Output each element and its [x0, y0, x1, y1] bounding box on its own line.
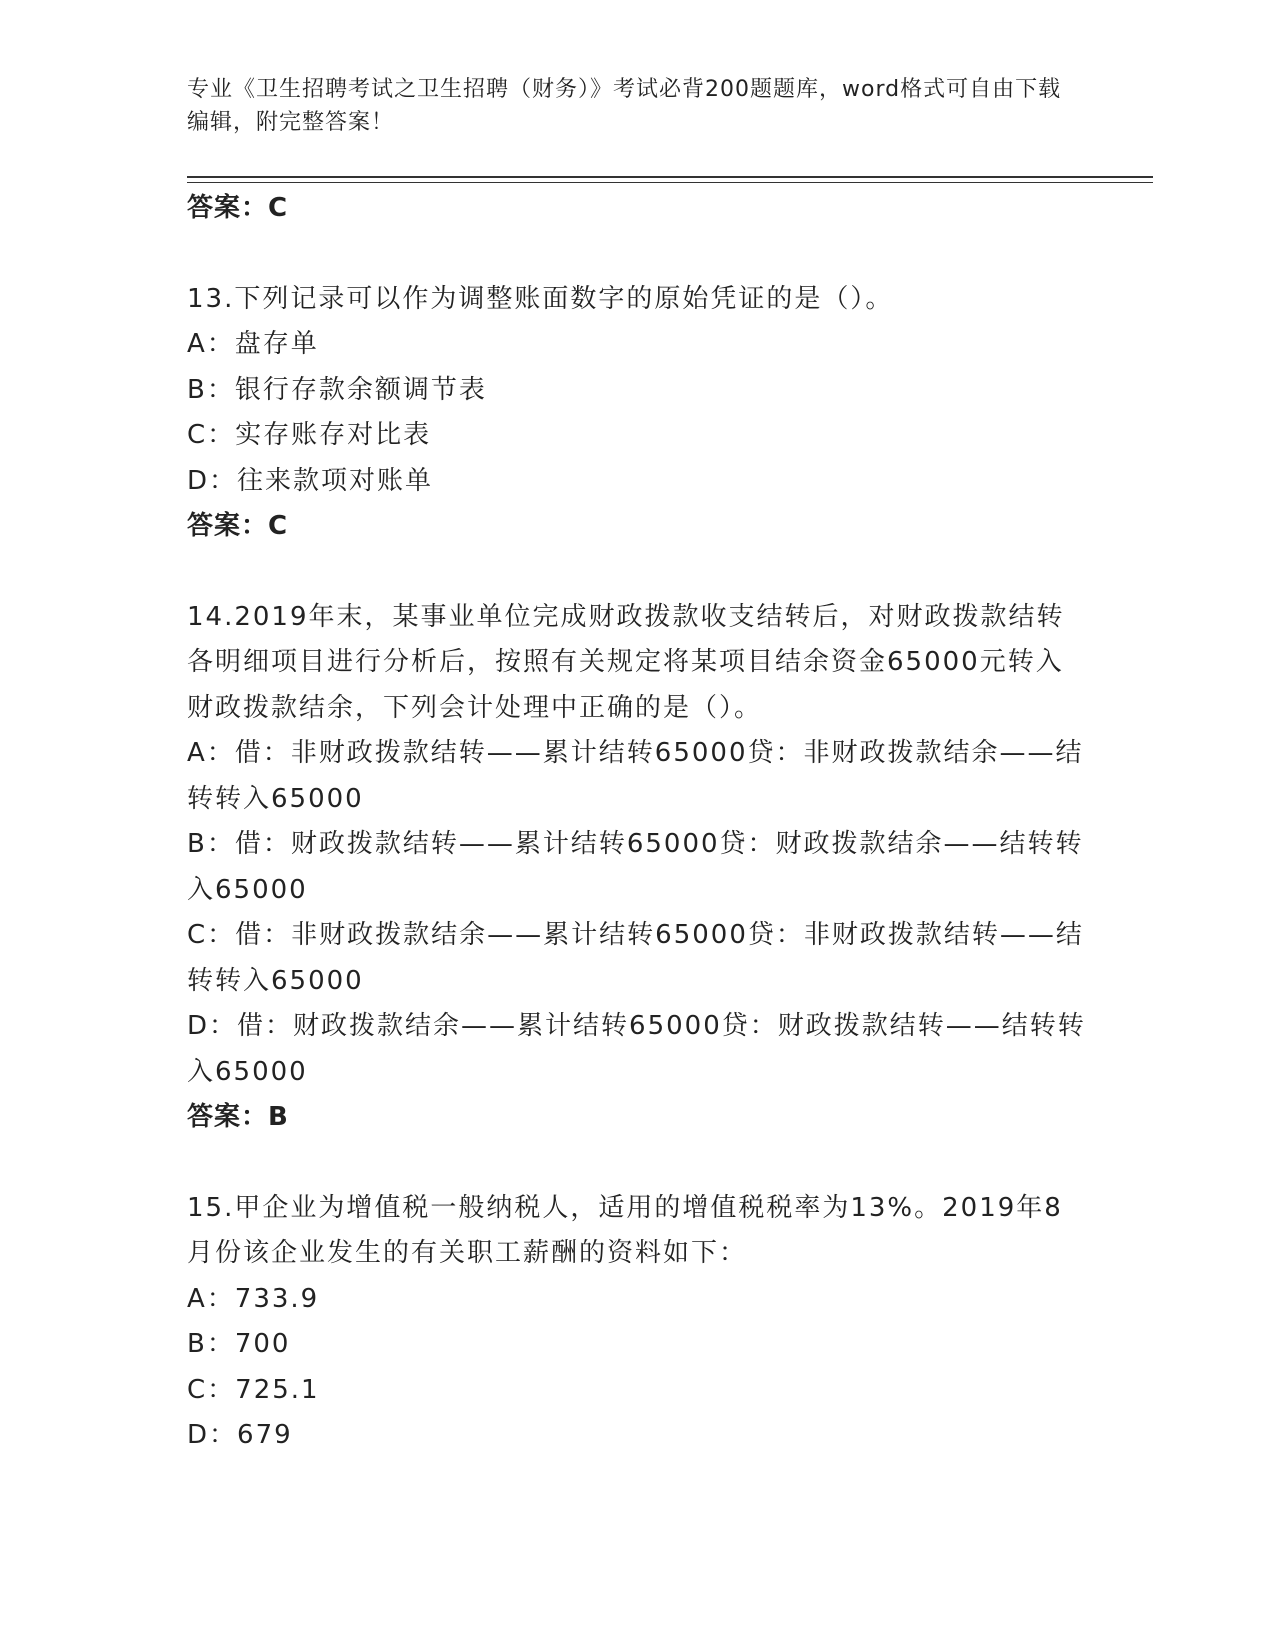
question-14-answer: 答案：B [187, 1102, 289, 1132]
question-14-option-a: A：借：非财政拨款结转——累计结转65000贷：非财政拨款结余——结转转入65000 [187, 738, 1084, 814]
header-rule-thick [187, 176, 1153, 178]
question-13-option-c: C：实存账存对比表 [187, 420, 432, 450]
question-14-stem: 14.2019年末，某事业单位完成财政拨款收支结转后，对财政拨款结转各明细项目进行分析后，按照有关规定将某项目结余资金65000元转入财政拨款结余，下列会计处理中正确的是（）。 [187, 601, 1065, 723]
spacer [187, 550, 1087, 595]
question-14-option-d: D：借：财政拨款结余——累计结转65000贷：财政拨款结转——结转转入65000 [187, 1011, 1086, 1087]
question-13-option-b: B：银行存款余额调节表 [187, 374, 487, 405]
question-13-option-a: A：盘存单 [187, 329, 319, 359]
question-13-option-d: D：往来款项对账单 [187, 465, 434, 496]
spacer [187, 232, 1087, 277]
question-13-answer: 答案：C [187, 511, 289, 541]
previous-answer: 答案：C [187, 193, 289, 223]
question-14-option-c: C：借：非财政拨款结余——累计结转65000贷：非财政拨款结转——结转转入65000 [187, 920, 1084, 996]
question-13-stem: 13.下列记录可以作为调整账面数字的原始凭证的是（）。 [187, 283, 894, 314]
spacer [187, 1141, 1087, 1186]
header-rule-thin [187, 182, 1153, 183]
question-15-option-b: B：700 [187, 1329, 291, 1359]
document-body [187, 186, 1087, 1459]
question-15-option-c: C：725.1 [187, 1374, 320, 1405]
question-14-option-b: B：借：财政拨款结转——累计结转65000贷：财政拨款结余——结转转入65000 [187, 829, 1084, 905]
question-15-option-a: A：733.9 [187, 1283, 320, 1314]
document-header: 专业《卫生招聘考试之卫生招聘（财务）》考试必背200题题库，word格式可自由下载编辑，附完整答案！ [187, 77, 1062, 135]
question-15-option-d: D：679 [187, 1420, 293, 1450]
question-15-stem: 15.甲企业为增值税一般纳税人，适用的增值税税率为13%。2019年8月份该企业发生的有关职工薪酬的资料如下： [187, 1192, 1063, 1268]
